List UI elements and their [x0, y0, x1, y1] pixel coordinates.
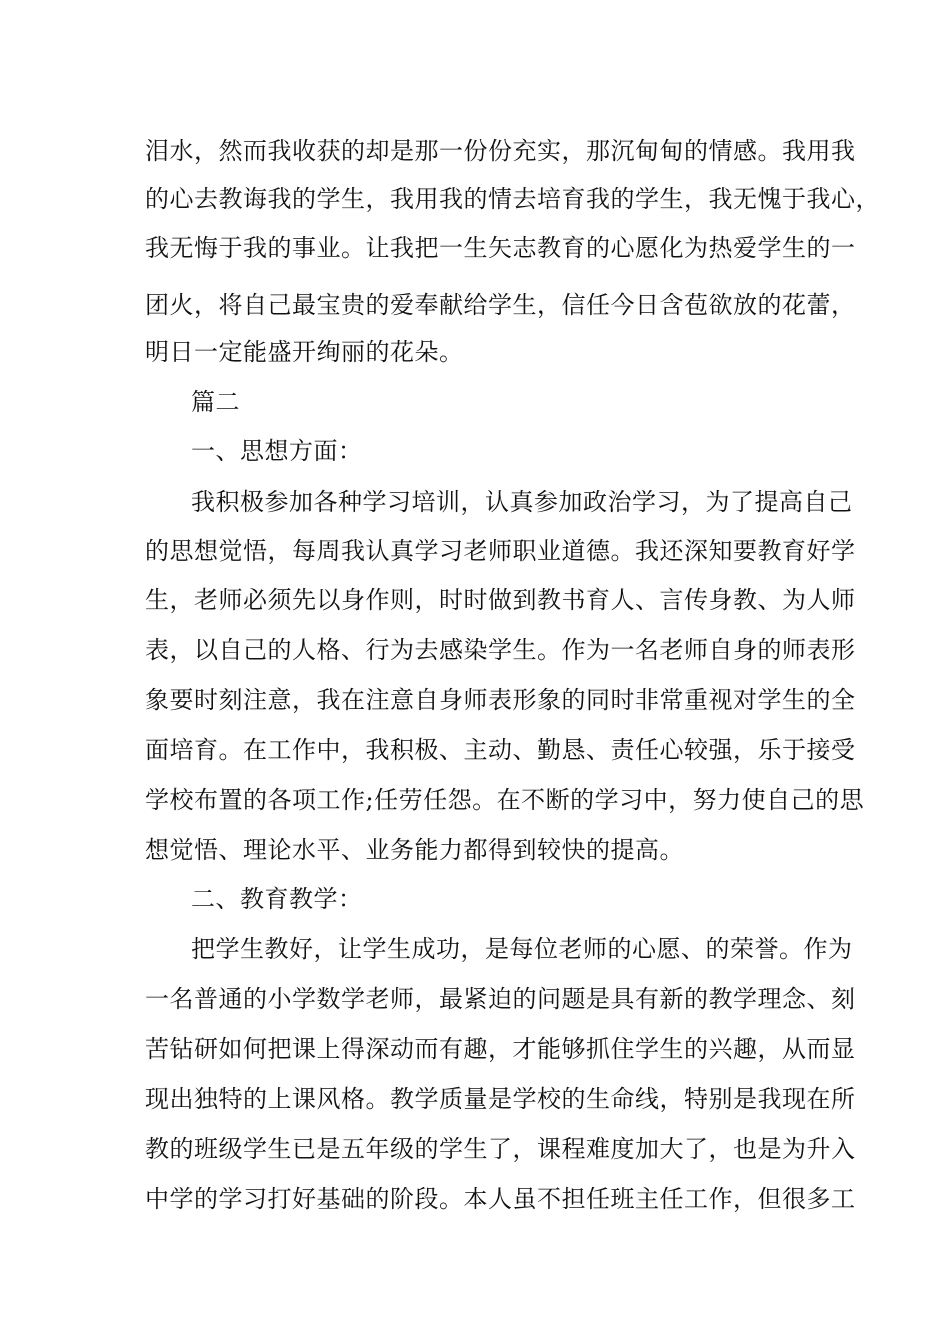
paragraph-line: 的思想觉悟，每周我认真学习老师职业道德。我还深知要教育好学	[145, 537, 856, 565]
section-heading: 二、教育教学：	[191, 885, 363, 913]
paragraph-line: 想觉悟、理论水平、业务能力都得到较快的提高。	[145, 836, 684, 864]
paragraph-line: 一名普通的小学数学老师，最紧迫的问题是具有新的教学理念、刻	[145, 985, 856, 1013]
paragraph-line: 象要时刻注意，我在注意自身师表形象的同时非常重视对学生的全	[145, 686, 856, 714]
paragraph-line: 泪水，然而我收获的却是那一份份充实，那沉甸甸的情感。我用我	[145, 137, 856, 165]
paragraph-line: 我积极参加各种学习培训，认真参加政治学习，为了提高自己	[191, 488, 853, 516]
paragraph-line: 的心去教诲我的学生，我用我的情去培育我的学生，我无愧于我心，	[145, 185, 880, 213]
paragraph-line: 学校布置的各项工作;任劳任怨。在不断的学习中，努力使自己的思	[145, 786, 865, 814]
section-heading: 一、思想方面：	[191, 437, 363, 465]
paragraph-line: 明日一定能盛开绚丽的花朵。	[145, 338, 464, 366]
paragraph-line: 现出独特的上课风格。教学质量是学校的生命线，特别是我现在所	[145, 1085, 856, 1113]
paragraph-line: 面培育。在工作中，我积极、主动、勤恳、责任心较强，乐于接受	[145, 736, 856, 764]
paragraph-line: 团火，将自己最宝贵的爱奉献给学生，信任今日含苞欲放的花蕾，	[145, 291, 856, 319]
paragraph-line: 把学生教好，让学生成功，是每位老师的心愿、的荣誉。作为	[191, 935, 853, 963]
paragraph-line: 表，以自己的人格、行为去感染学生。作为一名老师自身的师表形	[145, 636, 856, 664]
paragraph-line: 教的班级学生已是五年级的学生了，课程难度加大了，也是为升入	[145, 1135, 856, 1163]
paragraph-line: 生，老师必须先以身作则，时时做到教书育人、言传身教、为人师	[145, 586, 856, 614]
paragraph-line: 中学的学习打好基础的阶段。本人虽不担任班主任工作，但很多工	[145, 1185, 856, 1213]
section-heading: 篇二	[191, 388, 240, 416]
paragraph-line: 我无悔于我的事业。让我把一生矢志教育的心愿化为热爱学生的一	[145, 234, 856, 262]
paragraph-line: 苦钻研如何把课上得深动而有趣，才能够抓住学生的兴趣，从而显	[145, 1035, 856, 1063]
